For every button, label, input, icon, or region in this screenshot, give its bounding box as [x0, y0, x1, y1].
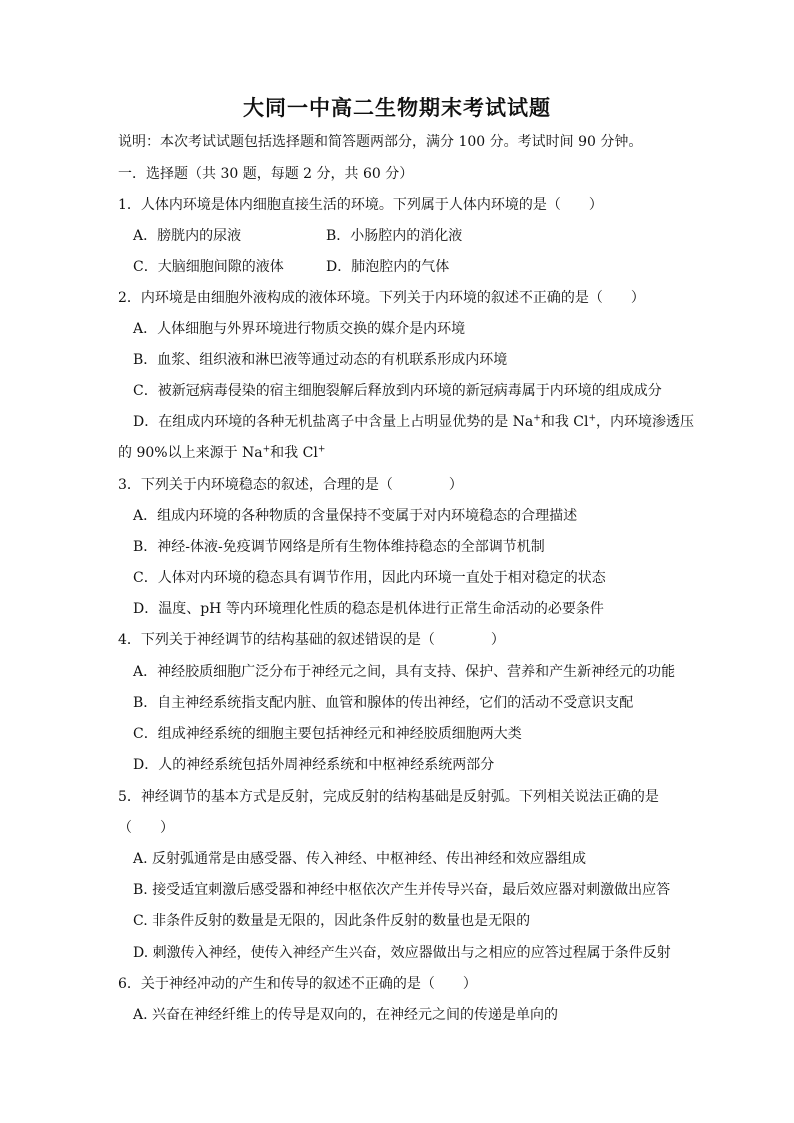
- question-4-option-a: A．神经胶质细胞广泛分布于神经元之间，具有支持、保护、营养和产生新神经元的功能: [133, 664, 676, 680]
- exam-instructions: 说明：本次考试试题包括选择题和简答题两部分，满分 100 分。考试时间 90 分钟。: [118, 134, 643, 150]
- question-1-option-d: D．肺泡腔内的气体: [326, 259, 450, 275]
- question-2-option-b: B．血浆、组织液和淋巴液等通过动态的有机联系形成内环境: [133, 352, 508, 368]
- question-1-option-a: A．膀胱内的尿液: [133, 228, 242, 244]
- question-3-option-b: B．神经-体液-免疫调节网络是所有生物体维持稳态的全部调节机制: [133, 539, 545, 555]
- question-5-option-d: D. 刺激传入神经，使传入神经产生兴奋，效应器做出与之相应的应答过程属于条件反射: [133, 945, 671, 961]
- exam-title: 大同一中高二生物期末考试试题: [243, 96, 551, 120]
- section-heading-choice: 一．选择题（共 30 题，每题 2 分，共 60 分）: [118, 166, 414, 182]
- question-2-option-c: C．被新冠病毒侵染的宿主细胞裂解后释放到内环境的新冠病毒属于内环境的组成成分: [133, 383, 662, 399]
- question-3-option-d: D．温度、pH 等内环境理化性质的稳态是机体进行正常生命活动的必要条件: [133, 601, 604, 617]
- question-2-stem: 2．内环境是由细胞外液构成的液体环境。下列关于内环境的叙述不正确的是（ ）: [118, 290, 645, 306]
- question-5-stem-continued: （ ）: [118, 820, 174, 836]
- question-6-stem: 6．关于神经冲动的产生和传导的叙述不正确的是（ ）: [118, 976, 477, 992]
- question-1-option-c: C．大脑细胞间隙的液体: [133, 259, 284, 275]
- question-4-option-d: D．人的神经系统包括外周神经系统和中枢神经系统两部分: [133, 757, 495, 773]
- question-3-stem: 3．下列关于内环境稳态的叙述，合理的是（ ）: [118, 477, 463, 493]
- question-4-stem: 4．下列关于神经调节的结构基础的叙述错误的是（ ）: [118, 632, 505, 648]
- question-5-option-c: C. 非条件反射的数量是无限的，因此条件反射的数量也是无限的: [133, 913, 531, 929]
- question-1-option-b: B．小肠腔内的消化液: [326, 228, 463, 244]
- question-2-option-d: D．在组成内环境的各种无机盐离子中含量上占明显优势的是 Na+和我 Cl+，内环境渗透压: [133, 413, 695, 430]
- question-3-option-a: A．组成内环境的各种物质的含量保持不变属于对内环境稳态的合理描述: [133, 508, 578, 524]
- question-4-option-b: B．自主神经系统指支配内脏、血管和腺体的传出神经，它们的活动不受意识支配: [133, 695, 634, 711]
- question-5-option-b: B. 接受适宜刺激后感受器和神经中枢依次产生并传导兴奋，最后效应器对刺激做出应答: [133, 882, 671, 898]
- question-6-option-a: A. 兴奋在神经纤维上的传导是双向的，在神经元之间的传递是单向的: [133, 1007, 559, 1023]
- question-3-option-c: C．人体对内环境的稳态具有调节作用，因此内环境一直处于相对稳定的状态: [133, 570, 606, 586]
- question-5-stem: 5．神经调节的基本方式是反射，完成反射的结构基础是反射弧。下列相关说法正确的是: [118, 789, 659, 805]
- question-4-option-c: C．组成神经系统的细胞主要包括神经元和神经胶质细胞两大类: [133, 726, 522, 742]
- question-2-option-d-continued: 的 90%以上来源于 Na+和我 Cl+: [118, 444, 326, 461]
- question-2-option-a: A．人体细胞与外界环境进行物质交换的媒介是内环境: [133, 321, 466, 337]
- question-1-stem: 1．人体内环境是体内细胞直接生活的环境。下列属于人体内环境的是（ ）: [118, 197, 603, 213]
- question-5-option-a: A. 反射弧通常是由感受器、传入神经、中枢神经、传出神经和效应器组成: [133, 851, 587, 867]
